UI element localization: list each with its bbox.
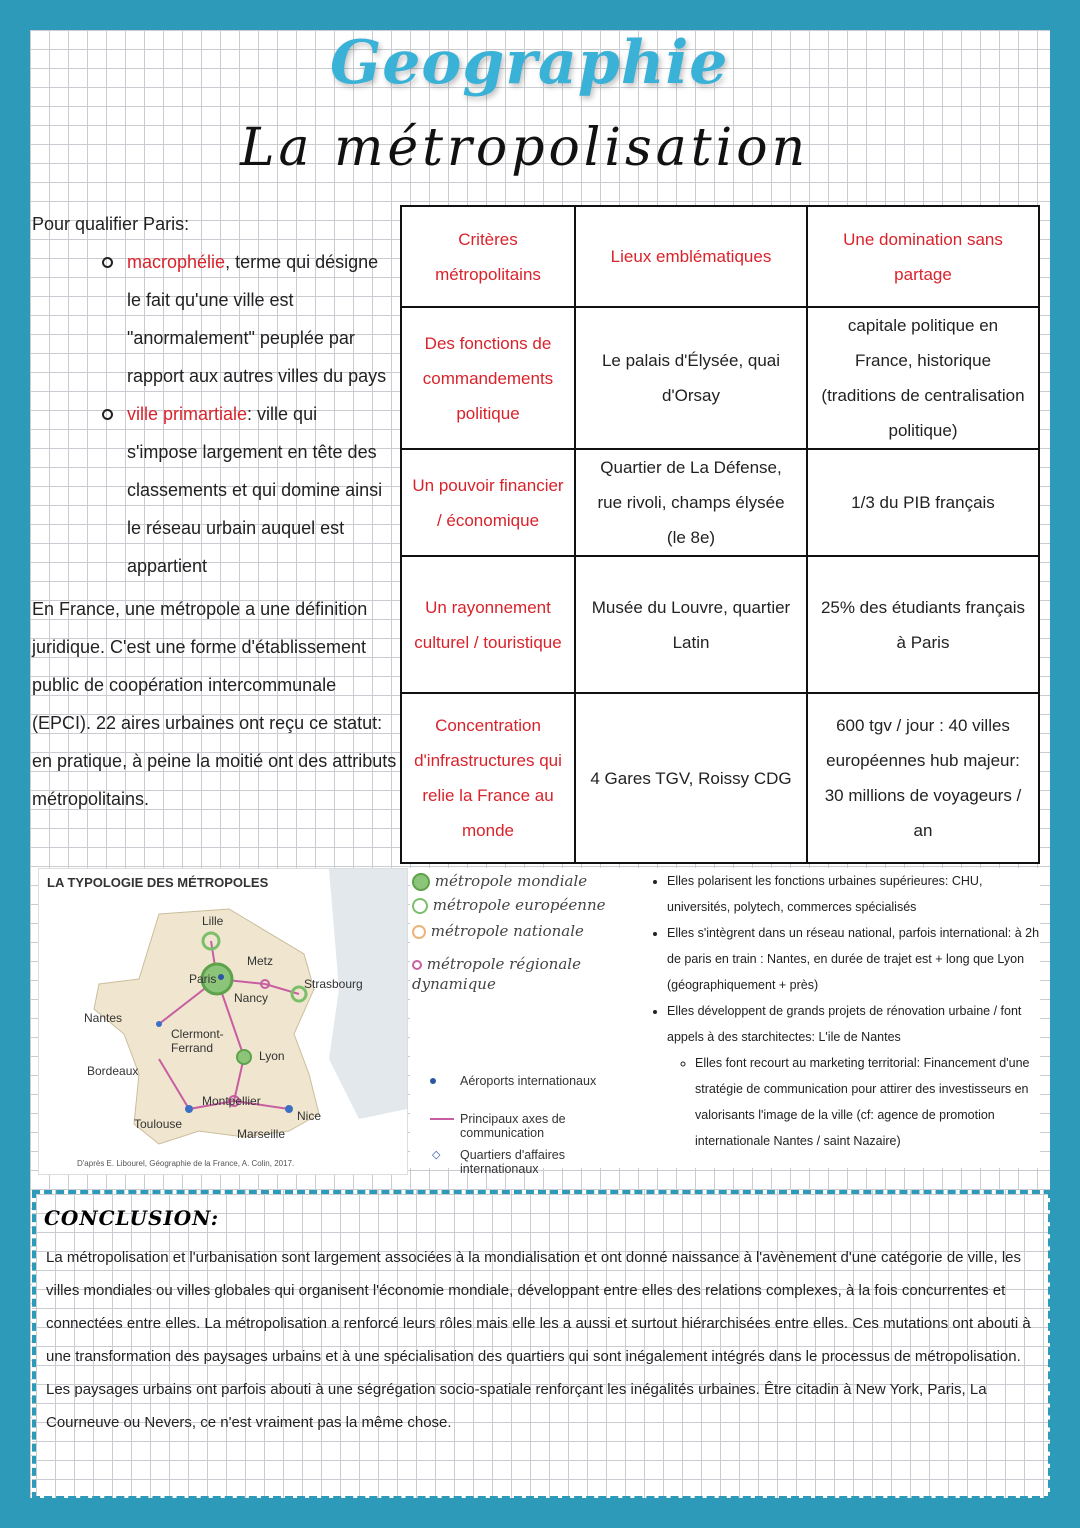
- table-cell: Musée du Louvre, quartier Latin: [575, 556, 807, 693]
- table-cell: Un rayonnement culturel / touristique: [401, 556, 575, 693]
- legend-item-europe: [412, 896, 605, 914]
- legend-label: métropole européenne: [432, 896, 606, 914]
- table-header: Une domination sans partage: [807, 206, 1039, 307]
- intro-text: , terme qui désigne le fait qu'une ville est "anormalement" peuplée par rapport aux autres villes du pays: [127, 252, 387, 386]
- map-legend: [410, 868, 645, 1176]
- metropolis-characteristics: [645, 868, 1040, 1168]
- table-row: [401, 449, 1039, 556]
- city-marker: [156, 1021, 162, 1027]
- list-item-text: Elles développent de grands projets de rénovation urbaine / font appels à des starchitectes: L'ile de Nantes: [667, 1004, 1022, 1044]
- legend-label: Principaux axes de communication: [460, 1112, 566, 1140]
- conclusion-box: [32, 1190, 1050, 1498]
- legend-item-airports: [430, 1074, 630, 1088]
- table-header: Critères métropolitains: [401, 206, 575, 307]
- table-row: [401, 556, 1039, 693]
- notebook-page: [30, 30, 1050, 1498]
- intro-item: [127, 395, 392, 585]
- map-city-label: Lyon: [259, 1049, 285, 1063]
- legend-item-regional: [412, 954, 637, 994]
- city-marker: [185, 1105, 193, 1113]
- line-icon: [430, 1118, 454, 1120]
- legend-label: Quartiers d'affaires internationaux: [460, 1148, 565, 1176]
- map-city-label: Nice: [297, 1109, 322, 1123]
- legend-item-world: [412, 872, 587, 891]
- map-city-label: Marseille: [237, 1127, 286, 1141]
- legend-label: Aéroports internationaux: [460, 1074, 597, 1088]
- intro-section: [32, 205, 392, 585]
- typology-map: [38, 868, 408, 1175]
- table-cell: 600 tgv / jour : 40 villes européennes hub majeur: 30 millions de voyageurs / an: [807, 693, 1039, 863]
- legend-label: métropole mondiale: [434, 872, 588, 890]
- legend-item-axes: [430, 1112, 630, 1140]
- table-row: [401, 693, 1039, 863]
- intro-lead: Pour qualifier Paris:: [32, 214, 190, 234]
- circle-icon: [412, 925, 426, 939]
- intro-text: : ville qui s'impose largement en tête des classements et qui domine ainsi le réseau urbain auquel est appartient: [127, 404, 383, 576]
- intro-item: [127, 243, 392, 395]
- list-item: [667, 998, 1040, 1154]
- legend-label: métropole nationale: [430, 922, 584, 940]
- map-title: LA TYPOLOGIE DES MÉTROPOLES: [47, 875, 269, 890]
- conclusion-text: La métropolisation et l'urbanisation sont largement associées à la mondialisation et ont donné naissance à l'avènement d'une catégorie de ville, les villes mondiales ou villes globales qui organisent l'économie mondiale, développant entre elles des relations complexes, à la fois concurrentes et connectées entre elles. La métropolisation a renforcé leurs rôles mais elle les a aussi et surtout hiérarchisées entre elles. Ces mutations ont abouti à une transformation des paysages urbains et à une spécialisation des quartiers qui sont inégalement intégrés dans le processus de métropolisation. Les paysages urbains ont parfois abouti à une ségrégation socio-spatiale renforçant les inégalités urbaines. Être citadin à New York, Paris, La Courneuve ou Nevers, ce n'est vraiment pas la même chose.: [46, 1249, 1031, 1431]
- intro-list: [32, 243, 392, 585]
- legend-item-national: [412, 922, 584, 940]
- map-city-label: Nantes: [84, 1011, 123, 1025]
- conclusion-title: CONCLUSION:: [44, 1206, 220, 1230]
- table-cell: Quartier de La Défense, rue rivoli, champs élysée (le 8e): [575, 449, 807, 556]
- table-cell: Concentration d'infrastructures qui relie la France au monde: [401, 693, 575, 863]
- table-cell: Le palais d'Élysée, quai d'Orsay: [575, 307, 807, 449]
- legend-item-business: [430, 1148, 630, 1176]
- table-cell: Un pouvoir financier / économique: [401, 449, 575, 556]
- neighbor-land: [329, 869, 407, 1119]
- map-city-label: Strasbourg: [304, 977, 363, 991]
- sub-list-item: ◦ Elles font recourt au marketing territorial: Financement d'une stratégie de communication pour attirer des investisseurs en valorisants l'image de la ville (cf: agence de promotion internationale Nantes / saint Nazaire): [695, 1050, 1040, 1154]
- table-cell: Des fonctions de commandements politique: [401, 307, 575, 449]
- city-marker: [285, 1105, 293, 1113]
- table-cell: 25% des étudiants français à Paris: [807, 556, 1039, 693]
- legend-label: métropole régionale dynamique: [412, 955, 581, 993]
- characteristics-list: [645, 868, 1040, 1154]
- map-city-label: Montpellier: [202, 1094, 261, 1108]
- map-source: D'après E. Libourel, Géographie de la France, A. Colin, 2017.: [77, 1159, 295, 1168]
- diamond-icon: ◇: [432, 1149, 441, 1161]
- airport-marker: [218, 974, 224, 980]
- circle-icon: [412, 898, 428, 914]
- table-header: Lieux emblématiques: [575, 206, 807, 307]
- list-item: • Elles polarisent les fonctions urbaines supérieures: CHU, universités, polytech, commerces spécialisés: [667, 868, 1040, 920]
- table-cell: 4 Gares TGV, Roissy CDG: [575, 693, 807, 863]
- intro-term: macrophélie: [127, 252, 226, 272]
- table-header-row: [401, 206, 1039, 307]
- criteria-table: [400, 205, 1040, 864]
- sub-list: [667, 1050, 1040, 1154]
- map-city-label: Clermont-Ferrand: [171, 1027, 224, 1055]
- map-city-label: Paris: [189, 972, 217, 986]
- map-city-label: Nancy: [234, 991, 269, 1005]
- dot-icon: [430, 1078, 436, 1084]
- table-cell: capitale politique en France, historique (traditions de centralisation politique): [807, 307, 1039, 449]
- map-city-label: Bordeaux: [87, 1064, 139, 1078]
- definition-paragraph: En France, une métropole a une définition juridique. C'est une forme d'établissement public de coopération intercommunale (EPCI). 22 aires urbaines ont reçu ce statut: en pratique, à peine la moitié ont des attributs métropolitains.: [32, 599, 397, 809]
- table-row: [401, 307, 1039, 449]
- circle-icon: [412, 960, 422, 970]
- map-city-label: Metz: [247, 954, 274, 968]
- list-item: • Elles s'intègrent dans un réseau national, parfois international: à 2h de paris en train : Nantes, en durée de trajet est + long que Lyon (géographiquement + près): [667, 920, 1040, 998]
- intro-term: ville primartiale: [127, 404, 248, 424]
- title-subject: Geographie: [330, 30, 729, 98]
- title-lesson: La métropolisation: [240, 118, 810, 178]
- table-cell: 1/3 du PIB français: [807, 449, 1039, 556]
- green-circle-icon: [412, 873, 430, 891]
- map-city-label: Lille: [202, 914, 224, 928]
- map-city-label: Toulouse: [134, 1117, 183, 1131]
